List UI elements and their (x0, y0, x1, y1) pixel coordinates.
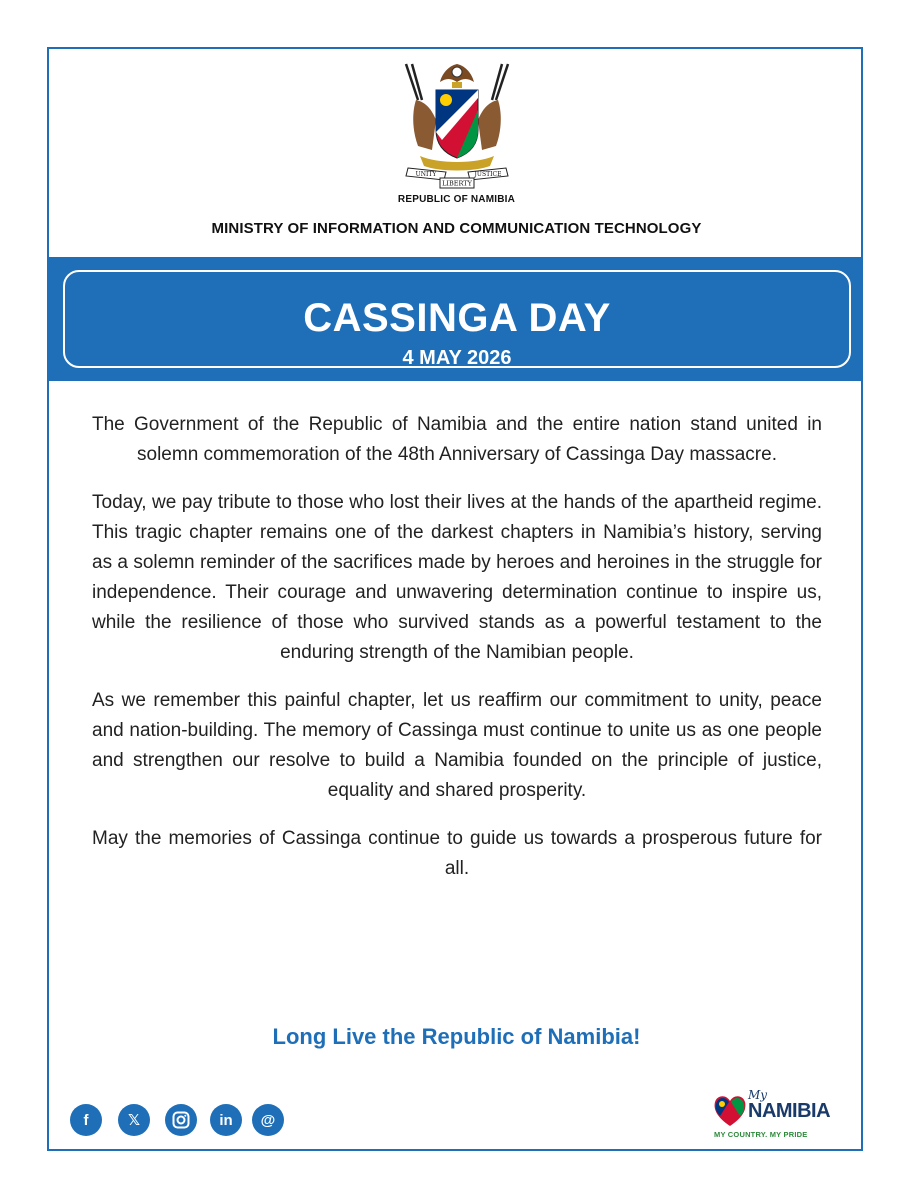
facebook-icon[interactable]: f (70, 1104, 102, 1136)
brand-slogan: MY COUNTRY. MY PRIDE (714, 1130, 808, 1139)
motto-unity: UNITY (415, 171, 437, 178)
brand-name: NAMIBIA (748, 1100, 831, 1122)
motto-justice: JUSTICE (474, 171, 502, 178)
statement-body (92, 410, 822, 902)
brand-my: My (748, 1088, 768, 1102)
paragraph-4: May the memories of Cassinga continue to guide us towards a prosperous future for all. (92, 828, 822, 879)
paragraph-1: The Government of the Republic of Namibia and the entire nation stand united in solemn commemoration of the 48th Anniversary of Cassinga Day massacre. (92, 414, 822, 465)
ministry-name: MINISTRY OF INFORMATION AND COMMUNICATION TECHNOLOGY (211, 220, 702, 237)
title-banner-frame (63, 270, 851, 368)
my-namibia-logo (712, 1088, 852, 1146)
coat-of-arms-icon (398, 60, 516, 192)
paragraph-3: As we remember this painful chapter, let us reaffirm our commitment to unity, peace and nation-building. The memory of Cassinga must continue to unite us as one people and strengthen our resolve to build a Namibia founded on the principle of justice, equality and shared prosperity. (92, 690, 822, 801)
x-icon[interactable]: 𝕏 (118, 1104, 150, 1136)
instagram-icon[interactable] (165, 1104, 197, 1136)
instagram-glyph (172, 1111, 190, 1129)
event-date: 4 MAY 2026 (402, 347, 512, 369)
title-banner (47, 257, 863, 381)
event-title: CASSINGA DAY (303, 296, 611, 340)
motto-liberty: LIBERTY (442, 179, 472, 188)
country-name: REPUBLIC OF NAMIBIA (397, 194, 516, 205)
linkedin-icon[interactable]: in (210, 1104, 242, 1136)
heart-flag-icon (712, 1092, 748, 1128)
paragraph-2: Today, we pay tribute to those who lost their lives at the hands of the apartheid regime. This tragic chapter remains one of the darkest chapters in Namibia’s history, serving as a solemn reminder of the sacrifices made by heroes and heroines in the struggle for independence. Their courage and unwavering determination continue to inspire us, while the resilience of those who survived stands as a powerful testament to the enduring strength of the Namibian people. (92, 492, 822, 663)
threads-icon[interactable]: @ (252, 1104, 284, 1136)
closing-slogan: Long Live the Republic of Namibia! (272, 1024, 641, 1049)
